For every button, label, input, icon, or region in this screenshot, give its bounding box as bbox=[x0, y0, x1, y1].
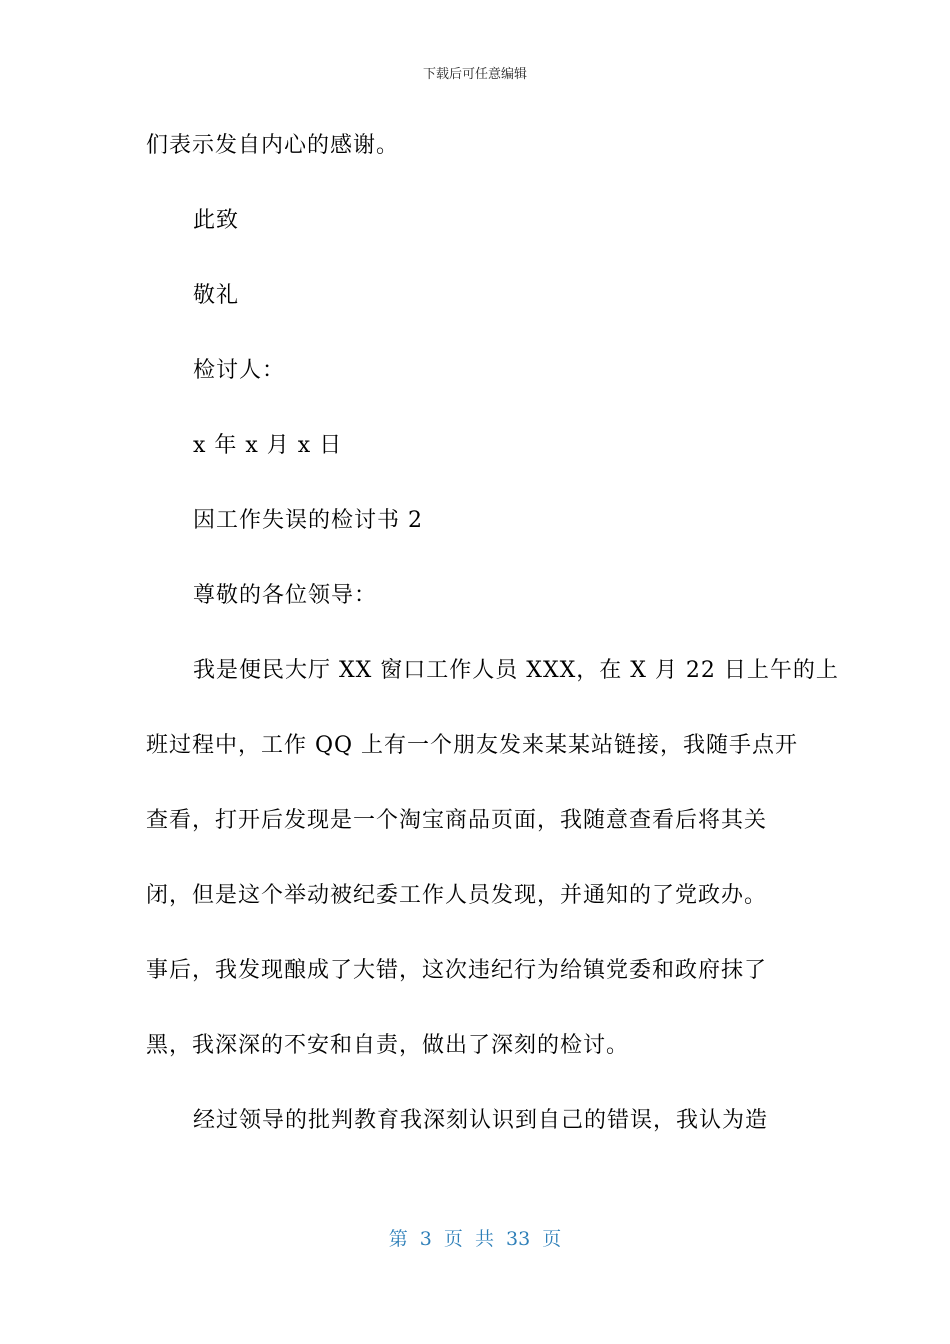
text-line: 们表示发自内心的感谢。 bbox=[146, 133, 400, 158]
text-line: 班过程中，工作 QQ 上有一个朋友发来某某站链接，我随手点开 bbox=[146, 733, 799, 758]
text-line: 经过领导的批判教育我深刻认识到自己的错误，我认为造 bbox=[193, 1108, 769, 1133]
page-number: 第 3 页 共 33 页 bbox=[388, 1228, 562, 1250]
text-line: 检讨人： bbox=[193, 358, 286, 383]
text-line: 我是便民大厅 XX 窗口工作人员 XXX，在 X 月 22 日上午的上 bbox=[193, 658, 839, 683]
text-line: 闭，但是这个举动被纪委工作人员发现，并通知的了党政办。 bbox=[146, 883, 768, 908]
text-line: 事后，我发现酿成了大错，这次违纪行为给镇党委和政府抹了 bbox=[146, 958, 768, 983]
text-line: x 年 x 月 x 日 bbox=[193, 433, 343, 458]
text-line: 黑，我深深的不安和自责，做出了深刻的检讨。 bbox=[146, 1033, 630, 1058]
text-line: 此致 bbox=[193, 208, 240, 233]
section-title: 因工作失误的检讨书 2 bbox=[193, 508, 423, 533]
text-line: 查看，打开后发现是一个淘宝商品页面，我随意查看后将其关 bbox=[146, 808, 768, 833]
text-line: 敬礼 bbox=[193, 283, 240, 308]
page-header-note: 下载后可任意编辑 bbox=[422, 67, 527, 82]
salutation: 尊敬的各位领导： bbox=[193, 583, 378, 608]
